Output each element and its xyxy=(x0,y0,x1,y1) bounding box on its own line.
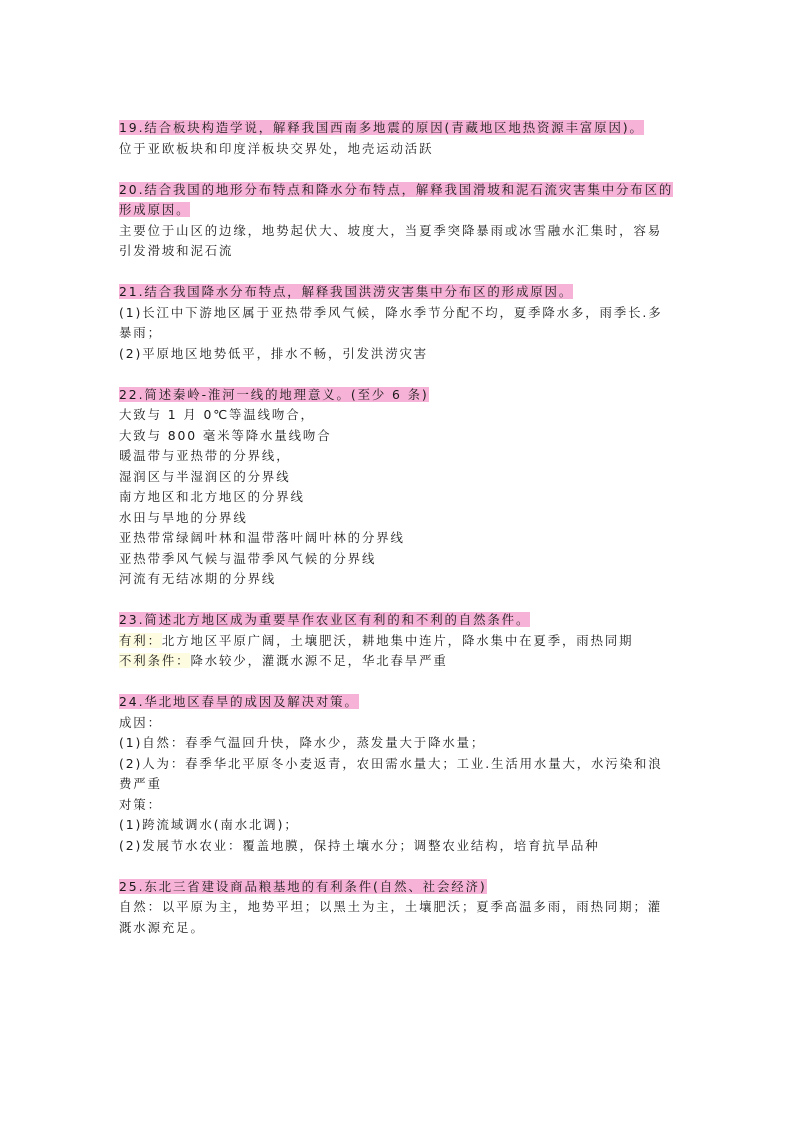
question-highlight: 19.结合板块构造学说，解释我国西南多地震的原因(青藏地区地热资源丰富原因)。 xyxy=(119,120,644,135)
answer-line: 大致与 800 毫米等降水量线吻合 xyxy=(119,427,332,443)
answer-line xyxy=(119,631,675,652)
answer-line: 暖温带与亚热带的分界线， xyxy=(119,448,291,463)
answer-line: 大致与 1 月 0℃等温线吻合， xyxy=(119,407,315,422)
answer-line: (1)长江中下游地区属于亚热带季风气候，降水季节分配不均，夏季降水多，雨季长.多暴雨； xyxy=(119,304,663,340)
section-24 xyxy=(119,692,675,856)
answer-line: 主要位于山区的边缘，地势起伏大、坡度大，当夏季突降暴雨或冰雪融水汇集时，容易引发滑坡和泥石流 xyxy=(119,222,663,258)
answer-line: 自然：以平原为主，地势平坦；以黑土为主，土壤肥沃；夏季高温多雨，雨热同期；灌溉水源充足。 xyxy=(119,899,663,935)
question-highlight: 20.结合我国的地形分布特点和降水分布特点，解释我国滑坡和泥石流灾害集中分布区的形成原因。 xyxy=(119,181,674,217)
section-21 xyxy=(119,282,675,364)
question-22 xyxy=(119,385,675,406)
answer-line: (1)跨流域调水(南水北调)； xyxy=(119,817,299,832)
section-19 xyxy=(119,118,675,159)
answer-line: 湿润区与半湿润区的分界线 xyxy=(119,468,291,484)
question-highlight: 23.简述北方地区成为重要旱作农业区有利的和不利的自然条件。 xyxy=(119,612,531,627)
question-25 xyxy=(119,877,675,898)
label-unfavorable: 不利条件： xyxy=(119,653,191,668)
answer-line: (2)发展节水农业：覆盖地膜，保持土壤水分；调整农业结构，培育抗旱品种 xyxy=(119,837,600,853)
answer-line: (2)人为：春季华北平原冬小麦返青，农田需水量大；工业.生活用水量大，水污染和浪费严重 xyxy=(119,755,663,791)
answer-text: 降水较少，灌溉水源不足，华北春旱严重 xyxy=(190,653,448,668)
answer-line: 位于亚欧板块和印度洋板块交界处，地壳运动活跃 xyxy=(119,140,434,156)
section-20 xyxy=(119,180,675,262)
question-highlight: 25.东北三省建设商品粮基地的有利条件(自然、社会经济) xyxy=(119,878,487,894)
question-24 xyxy=(119,692,675,713)
answer-text: 北方地区平原广阔，土壤肥沃，耕地集中连片，降水集中在夏季，雨热同期 xyxy=(161,632,634,648)
question-highlight: 24.华北地区春旱的成因及解决对策。 xyxy=(119,694,359,709)
label-favorable: 有利： xyxy=(119,632,162,648)
section-25 xyxy=(119,877,675,939)
question-highlight: 21.结合我国降水分布特点，解释我国洪涝灾害集中分布区的形成原因。 xyxy=(119,284,574,299)
question-23 xyxy=(119,610,675,631)
question-highlight: 22.简述秦岭-淮河一线的地理意义。(至少 6 条) xyxy=(119,386,429,402)
answer-line xyxy=(119,651,675,672)
answer-line: 水田与旱地的分界线 xyxy=(119,509,248,525)
answer-line: 亚热带季风气候与温带季风气候的分界线 xyxy=(119,550,377,566)
section-23 xyxy=(119,610,675,672)
question-20 xyxy=(119,180,675,221)
answer-line: 河流有无结冰期的分界线 xyxy=(119,571,277,586)
answer-line: 南方地区和北方地区的分界线 xyxy=(119,489,305,504)
answer-line: 对策： xyxy=(119,796,162,812)
section-22 xyxy=(119,385,675,590)
answer-line: (1)自然：春季气温回升快，降水少，蒸发量大于降水量； xyxy=(119,735,486,750)
document-page xyxy=(119,118,675,938)
answer-line: 成因： xyxy=(119,714,162,730)
answer-line: (2)平原地区地势低平，排水不畅，引发洪涝灾害 xyxy=(119,345,429,361)
answer-line: 亚热带常绿阔叶林和温带落叶阔叶林的分界线 xyxy=(119,530,405,545)
question-19 xyxy=(119,118,675,139)
question-21 xyxy=(119,282,675,303)
